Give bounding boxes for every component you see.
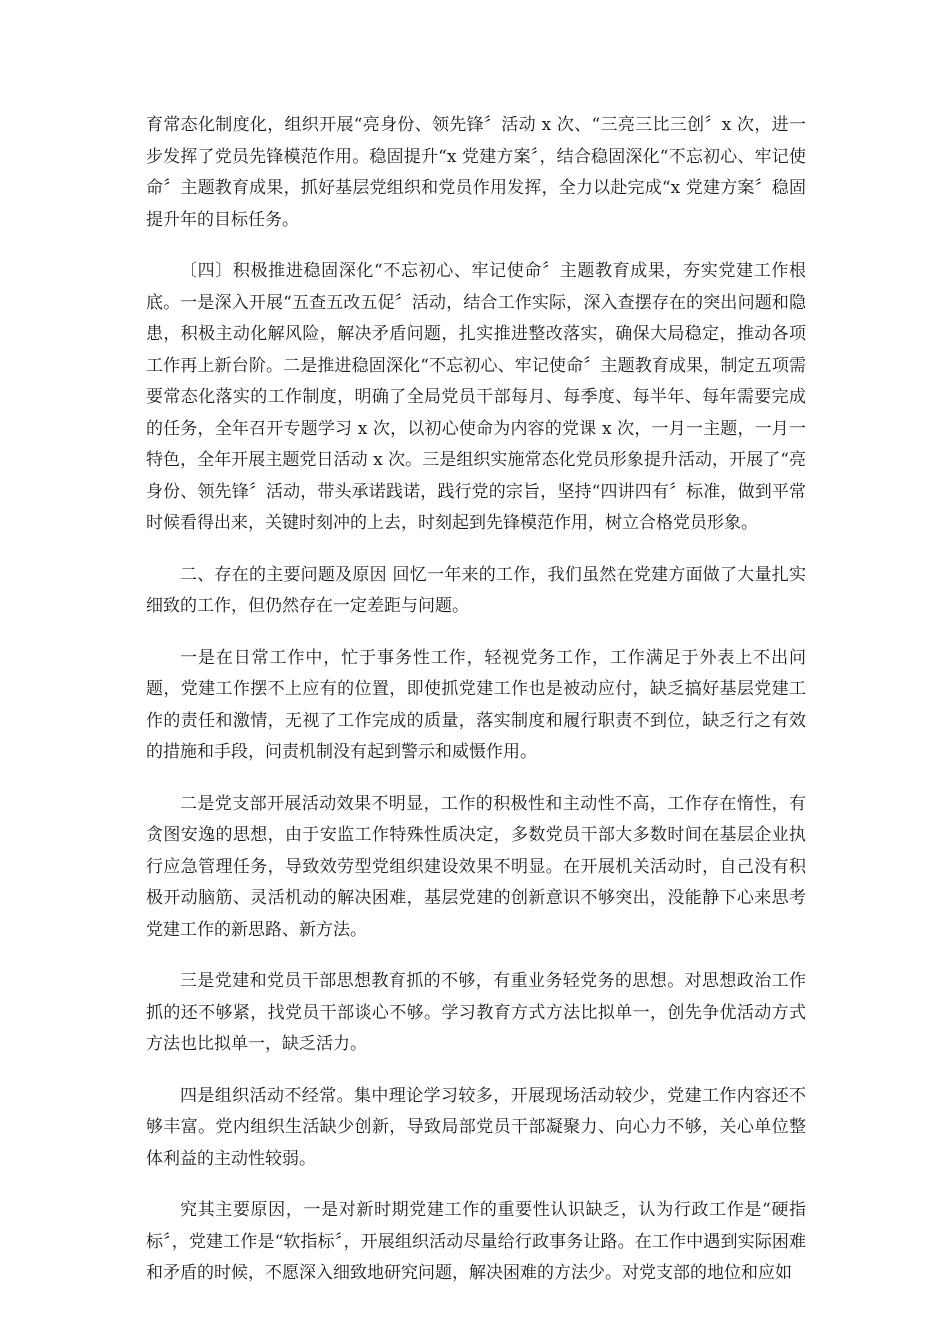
document-page [146,110,806,1310]
paragraph-problem-two: 二是党支部开展活动效果不明显，工作的积极性和主动性不高，工作存在惰性，有贪图安逸的思想，由于安监工作特殊性质决定，多数党员干部大多数时间在基层企业执行应急管理任务，导致效劳型党组织建设效果不明显。在开展机关活动时，自己没有积极开动脑筋、灵活机动的解决困难，基层党建的创新意识不够突出，没能静下心来思考党建工作的新思路、新方法。 [146,793,806,940]
paragraph-section-four: 〔四〕积极推进稳固深化“不忘初心、牢记使命〞主题教育成果，夯实党建工作根底。一是深入开展“五查五改五促〞活动，结合工作实际，深入查摆存在的突出问题和隐患，积极主动化解风险，解决矛盾问题，扎实推进整改落实，确保大局稳定，推动各项工作再上新台阶。二是推进稳固深化“不忘初心、牢记使命〞主题教育成果，制定五项需要常态化落实的工作制度，明确了全局党员干部每月、每季度、每半年、每年需要完成的任务，全年召开专题学习 x 次，以初心使命为内容的党课 x 次，一月一主题，一月一特色，全年开展主题党日活动 x 次。三是组织实施常态化党员形象提升活动，开展了“亮身份、领先锋〞活动，带头承诺践诺，践行党的宗旨，坚持“四讲四有〞标准，做到平常时候看得出来，关键时刻冲的上去，时刻起到先锋模范作用，树立合格党员形象。 [146,261,806,533]
paragraph-continuation: 育常态化制度化，组织开展“亮身份、领先锋〞活动 x 次、“三亮三比三创〞x 次，进一步发挥了党员先锋模范作用。稳固提升“x 党建方案〞，结合稳固深化“不忘初心、牢记使命〞主题教育成果，抓好基层党组织和党员作用发挥，全力以赴完成“x 党建方案〞稳固提升年的目标任务。 [146,115,806,230]
paragraph-problem-three: 三是党建和党员干部思想教育抓的不够，有重业务轻党务的思想。对思想政治工作抓的还不够紧，找党员干部谈心不够。学习教育方式方法比拟单一，创先争优活动方式方法也比拟单一，缺乏活力。 [146,971,806,1054]
paragraph-problem-one: 一是在日常工作中，忙于事务性工作，轻视党务工作，工作满足于外表上不出问题，党建工作摆不上应有的位置，即使抓党建工作也是被动应付，缺乏搞好基层党建工作的责任和激情，无视了工作完成的质量，落实制度和履行职责不到位，缺乏行之有效的措施和手段，问责机制没有起到警示和威慑作用。 [146,647,806,762]
paragraph-causes: 究其主要原因，一是对新时期党建工作的重要性认识缺乏，认为行政工作是“硬指标〞，党建工作是“软指标〞，开展组织活动尽量给行政事务让路。在工作中遇到实际困难和矛盾的时候，不愿深入细致地研究问题，解决困难的方法少。对党支部的地位和应如 [146,1200,806,1283]
paragraph-problem-four: 四是组织活动不经常。集中理论学习较多，开展现场活动较少，党建工作内容还不够丰富。党内组织生活缺少创新，导致局部党员干部凝聚力、向心力不够，关心单位整体利益的主动性较弱。 [146,1085,806,1169]
paragraph-section-two-heading: 二、存在的主要问题及原因 回忆一年来的工作，我们虽然在党建方面做了大量扎实细致的工作，但仍然存在一定差距与问题。 [146,564,806,616]
